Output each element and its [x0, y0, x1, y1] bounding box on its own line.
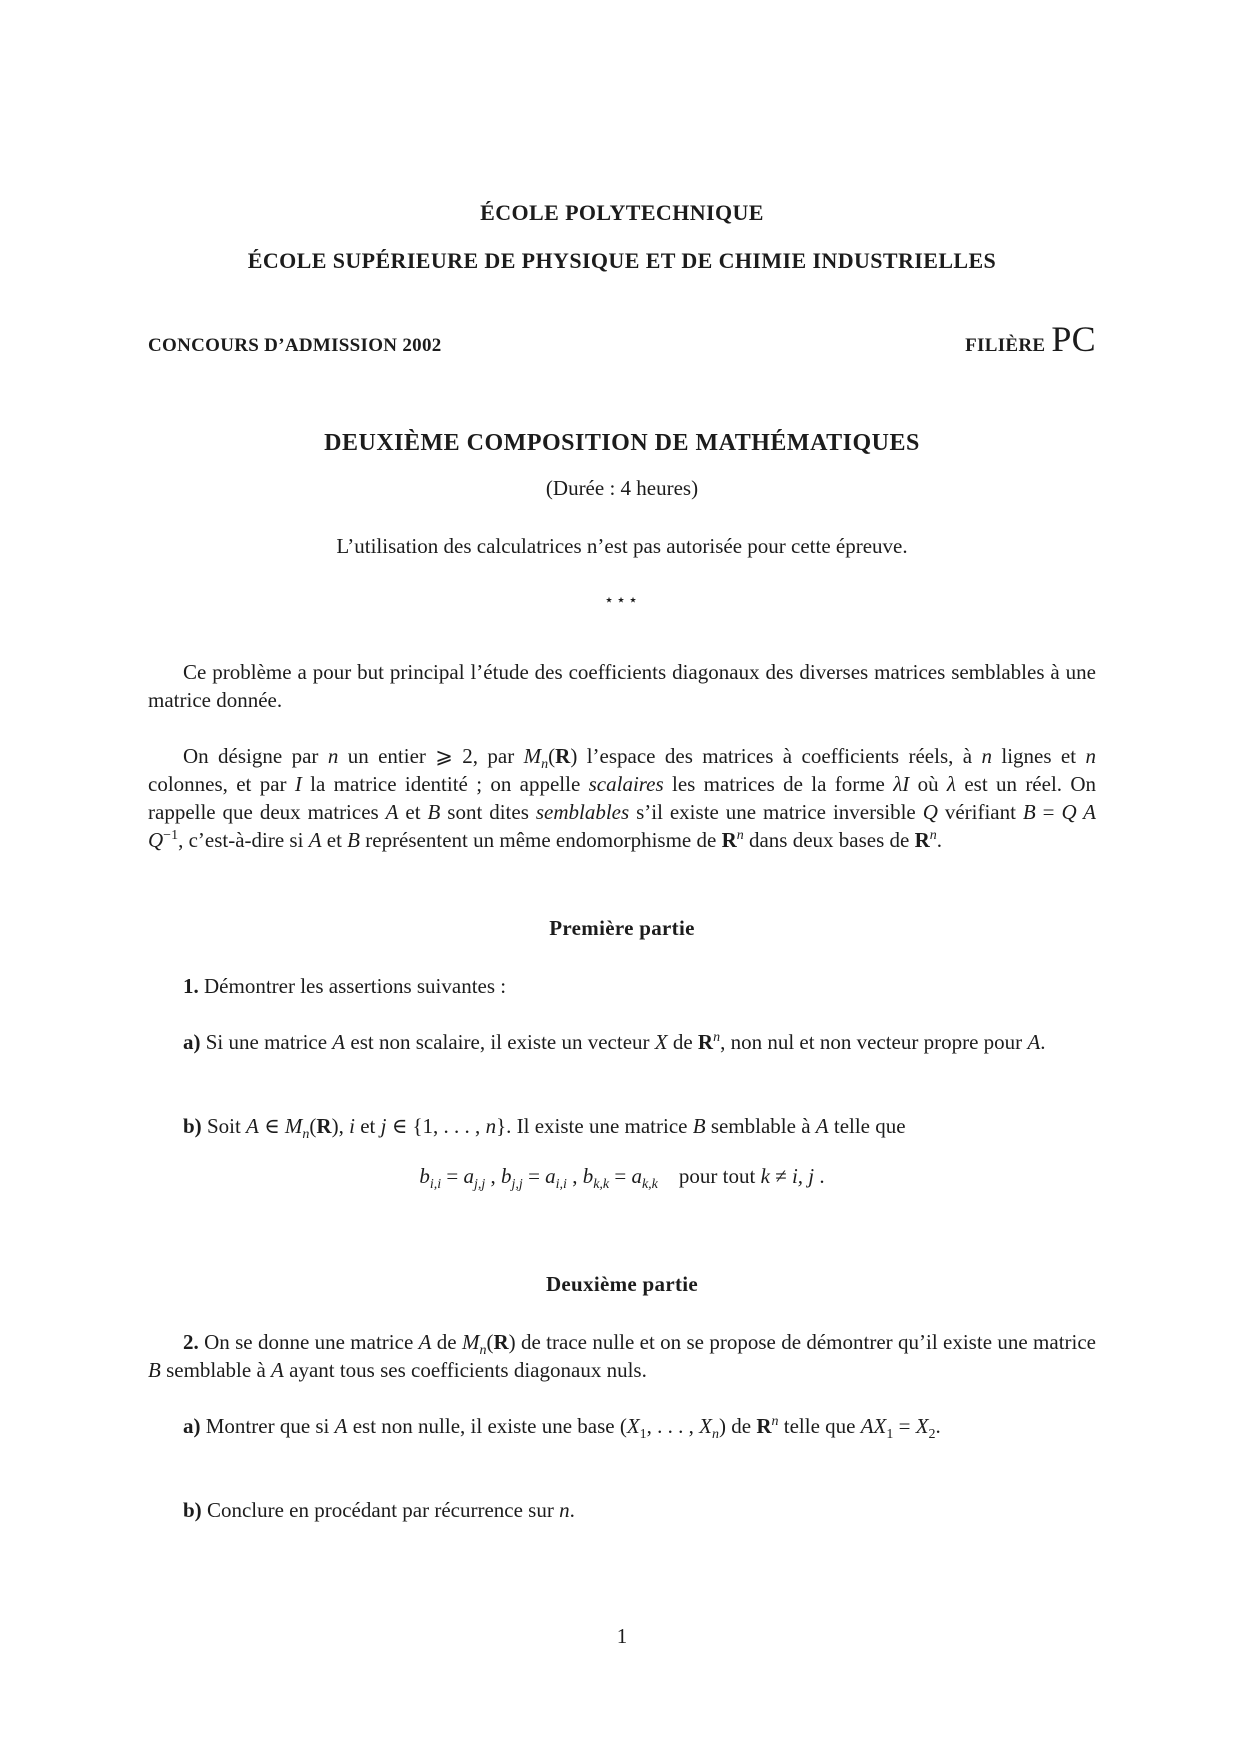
- separator-stars: ⋆⋆⋆: [603, 592, 641, 609]
- question-2-number: 2.: [183, 1330, 199, 1354]
- exam-page: [148, 0, 1096, 1754]
- filiere: [965, 318, 1096, 360]
- part-2-title: Deuxième partie: [545, 1272, 699, 1296]
- question-2a: a) Montrer que si A est non nulle, il existe une base ($X_1$, . . . , $X_n$) de $R^n$ telle que $AX_1 = X_2$.: [183, 1414, 941, 1443]
- question-1: [148, 972, 1096, 1000]
- duration: (Durée : 4 heures): [545, 476, 699, 500]
- intro-paragraph: Ce problème a pour but principal l’étude des coefficients diagonaux des diverses matrices semblables à une matrice donnée.: [148, 660, 1096, 712]
- question-1-number: 1.: [183, 974, 199, 998]
- concours-row: [148, 318, 1096, 360]
- question-2: 2. On se donne une matrice A de $M_n(R)$ de trace nulle et on se propose de démontrer qu’il existe une matrice B semblable à A ayant tous ses coefficients diagonaux nuls.: [148, 1330, 1096, 1382]
- question-2b: b) Conclure en procédant par récurrence sur n.: [183, 1498, 575, 1522]
- page-number: 1: [616, 1624, 628, 1648]
- question-1b-formula: $b_{i,i} = a_{j,j}$ , $b_{j,j} = a_{i,i}$ , $b_{k,k} = a_{k,k}$ pour tout k ≠ i, j .: [419, 1164, 825, 1193]
- question-1a: a) Si une matrice A est non scalaire, il existe un vecteur X de $R^n$, non nul et non vecteur propre pour A.: [183, 1030, 1046, 1054]
- filiere-value: PC: [1051, 319, 1096, 359]
- composition-title: DEUXIÈME COMPOSITION DE MATHÉMATIQUES: [324, 430, 920, 456]
- school-name-espci: ÉCOLE SUPÉRIEURE DE PHYSIQUE ET DE CHIMIE INDUSTRIELLES: [247, 248, 997, 273]
- definitions-paragraph: On désigne par n un entier ⩾ 2, par $M_n(R)$ l’espace des matrices à coefficients réels, à n lignes et n colonnes, et par I la matrice identité ; on appelle scalaires les matrices de la forme λI où λ est un réel. On rappelle que deux matrices A et B sont dites semblables s’il existe une matrice inversible Q vérifiant B = Q A $Q^{-1}$, c’est-à-dire si A et B représentent un même endomorphisme de $R^n$ dans deux bases de $R^n$.: [148, 744, 1097, 852]
- question-1-text: Démontrer les assertions suivantes :: [204, 974, 507, 998]
- question-1b: b) Soit A ∈ $M_n(R)$, i et j ∈ {1, . . . , n}. Il existe une matrice B semblable à A telle que: [183, 1114, 906, 1143]
- calculator-notice: L’utilisation des calculatrices n’est pas autorisée pour cette épreuve.: [336, 534, 908, 558]
- school-name-polytechnique: ÉCOLE POLYTECHNIQUE: [480, 200, 764, 225]
- concours-label: CONCOURS D’ADMISSION 2002: [148, 335, 442, 356]
- filiere-label: FILIÈRE: [965, 335, 1046, 356]
- part-1-title: Première partie: [549, 916, 695, 940]
